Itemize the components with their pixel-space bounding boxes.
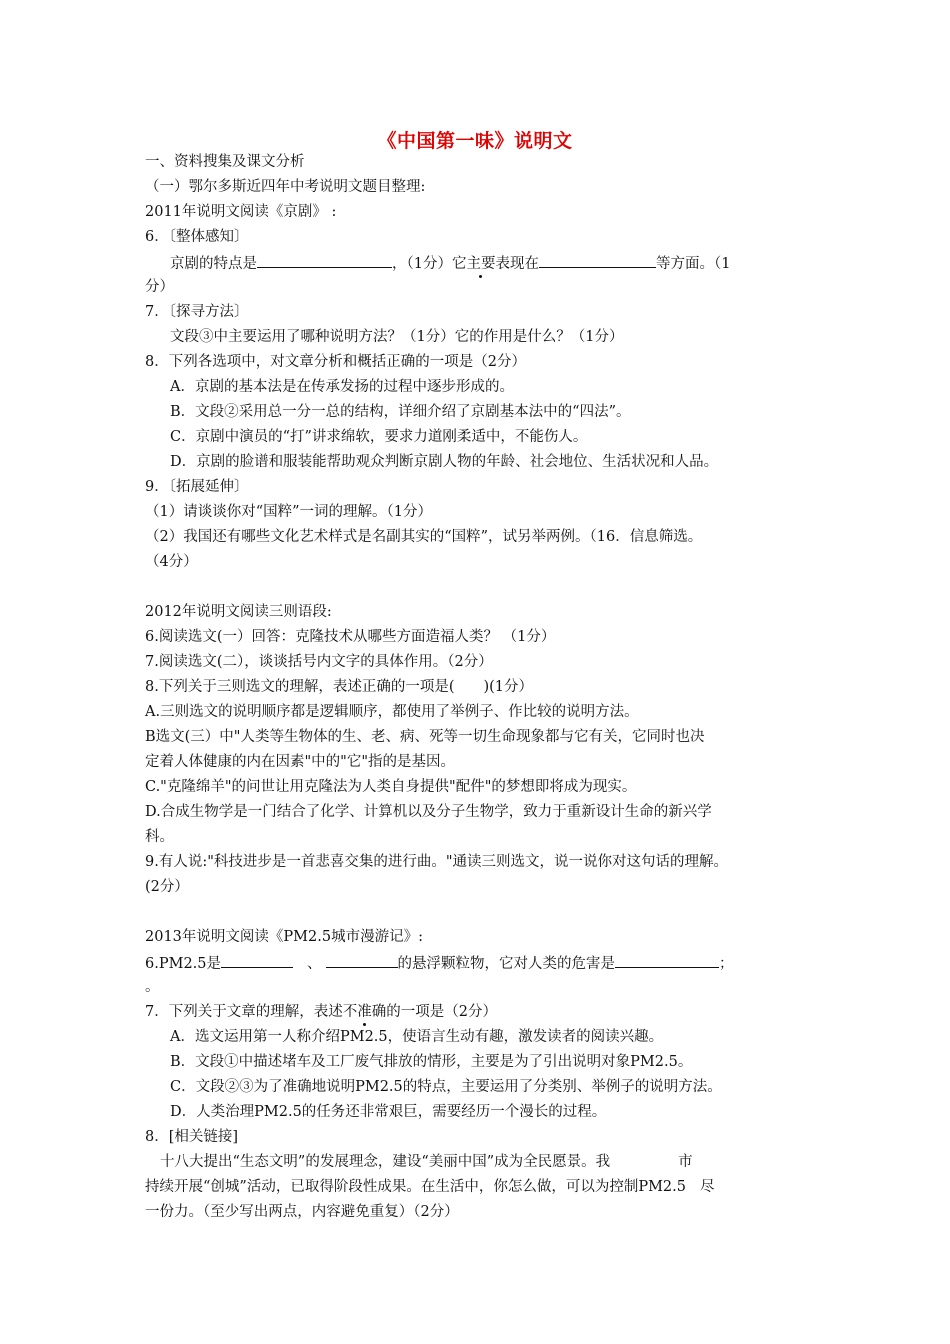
q6-2011-cont: 分） (145, 279, 174, 295)
answer-blank[interactable] (257, 252, 392, 268)
q7-2013-text: 7．下列关于文章的理解，表述不准确的一项是（2分） (145, 1004, 497, 1020)
year-2013-heading: 2013年说明文阅读《PM2.5城市漫游记》: (145, 929, 423, 945)
q8-2011-text: 8．下列各选项中，对文章分析和概括正确的一项是（2分） (145, 354, 526, 370)
page-title: 《中国第一味》说明文 (377, 130, 573, 152)
year-2012-heading: 2012年说明文阅读三则语段: (145, 604, 332, 620)
section-heading: 一、资料搜集及课文分析 (145, 154, 305, 170)
q8-2013-text: 十八大提出“生态文明”的发展理念，建设“美丽中国”成为全民愿景。我 市 (160, 1154, 693, 1170)
q6-2013-text: 6.PM2.5是 、 的悬浮颗粒物，它对人类的危害是 ； (145, 952, 734, 974)
emphasis-text: 主要 (466, 256, 496, 272)
q8-2013-label: 8．[相关链接] (145, 1129, 239, 1145)
q7-2013-option-a: A．选文运用第一人称介绍PM2.5，使语言生动有趣，激发读者的阅读兴趣。 (170, 1029, 664, 1045)
q6-2013-cont: 。 (145, 979, 160, 995)
q8-2012-option-d: D.合成生物学是一门结合了化学、计算机以及分子生物学，致力于重新设计生命的新兴学 (145, 804, 712, 820)
q9-2012-text: 9.有人说:"科技进步是一首悲喜交集的进行曲。"通读三则选文，说一说你对这句话的理解。 (145, 854, 729, 870)
q8-2012-option-b-cont: 定着人体健康的内在因素"中的"它"指的是基因。 (145, 754, 456, 770)
q7-2011-text: 文段③中主要运用了哪种说明方法？（1分）它的作用是什么？（1分） (170, 329, 624, 345)
q7-2011-label: 7．〔探寻方法〕 (145, 304, 249, 320)
q8-2011-option-b: B．文段②采用总一分一总的结构，详细介绍了京剧基本法中的“四法”。 (170, 404, 631, 420)
q8-2013-text-end: 一份力。（至少写出两点，内容避免重复）（2分） (145, 1204, 459, 1220)
q7-2013-option-d: D．人类治理PM2.5的任务还非常艰巨，需要经历一个漫长的过程。 (170, 1104, 607, 1120)
q8-2011-option-d: D．京剧的脸谱和服装能帮助观众判断京剧人物的年龄、社会地位、生活状况和人品。 (170, 454, 719, 470)
q8-2012-option-d-cont: 科。 (145, 829, 174, 845)
answer-blank[interactable] (221, 952, 293, 968)
q9-2011-part2: （2）我国还有哪些文化艺术样式是名副其实的“国粹”，试另举两例。（16．信息筛选。 (145, 529, 703, 545)
year-2011-heading: 2011年说明文阅读《京剧》 : (145, 204, 337, 220)
q9-2011-part2-cont: （4分） (145, 554, 198, 570)
q8-2012-option-c: C."克隆绵羊"的问世让用克隆法为人类自身提供"配件"的梦想即将成为现实。 (145, 779, 637, 795)
q9-2011-label: 9．〔拓展延伸〕 (145, 479, 249, 495)
subsection-heading: （一）鄂尔多斯近四年中考说明文题目整理: (145, 179, 426, 195)
q8-2013-text-cont: 持续开展“创城”活动，已取得阶段性成果。在生活中，你怎么做，可以为控制PM2.5 尽 (145, 1179, 715, 1195)
answer-blank[interactable] (615, 952, 719, 968)
emphasis-text: 不准确 (342, 1004, 387, 1020)
answer-blank[interactable] (326, 952, 398, 968)
q9-2012-cont: (2分） (145, 879, 189, 895)
q9-2011-part1: （1）请谈谈你对“国粹”一词的理解。（1分） (145, 504, 433, 520)
answer-blank[interactable] (539, 252, 656, 268)
q8-2012-text: 8.下列关于三则选文的理解，表述正确的一项是( )(1分） (145, 679, 534, 695)
q6-2012-text: 6.阅读选文(一）回答：克隆技术从哪些方面造福人类？ （1分） (145, 629, 556, 645)
q8-2011-option-c: C．京剧中演员的“打”讲求绵软，要求力道刚柔适中，不能伤人。 (170, 429, 588, 445)
q7-2013-option-c: C．文段②③为了准确地说明PM2.5的特点，主要运用了分类别、举例子的说明方法。 (170, 1079, 722, 1095)
q7-2012-text: 7.阅读选文(二），谈谈括号内文字的具体作用。（2分） (145, 654, 493, 670)
q8-2012-option-b: B选文(三）中"人类等生物体的生、老、病、死等一切生命现象都与它有关，它同时也决 (145, 729, 705, 745)
q8-2011-option-a: A．京剧的基本法是在传承发扬的过程中逐步形成的。 (170, 379, 514, 395)
q7-2013-option-b: B．文段①中描述堵车及工厂废气排放的情形，主要是为了引出说明对象PM2.5。 (170, 1054, 693, 1070)
q6-2011-label: 6．〔整体感知〕 (145, 229, 249, 245)
q8-2012-option-a: A.三则选文的说明顺序都是逻辑顺序，都使用了举例子、作比较的说明方法。 (145, 704, 639, 720)
q6-2011-text: 京剧的特点是 ，（1分）它主要表现在 等方面。（1 (170, 252, 730, 274)
